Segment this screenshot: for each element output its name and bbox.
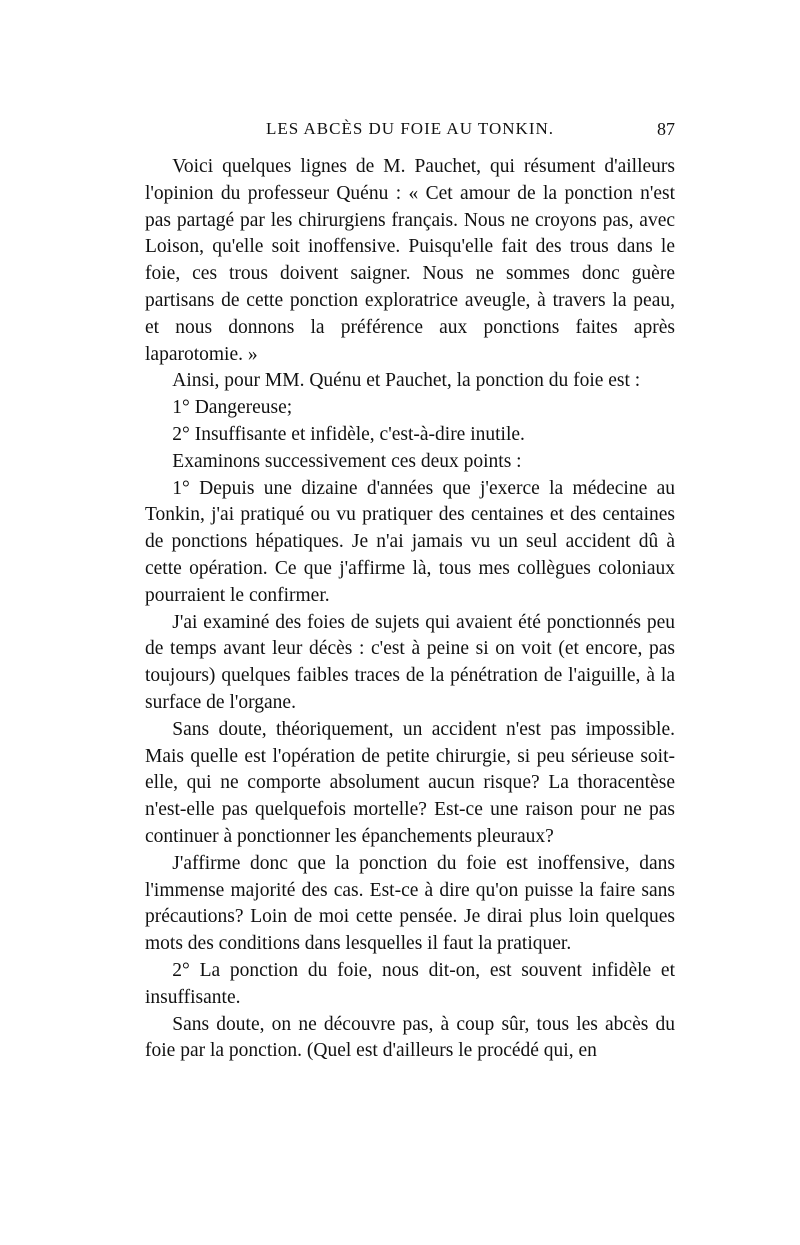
paragraph: Voici quelques lignes de M. Pauchet, qui résument d'ailleurs l'opinion du professeur Quénu : « Cet amour de la ponction n'est pas partagé par les chirurgiens français. Nous ne croyons pas, avec Loison, qu'elle soit inoffensive. Puisqu'elle fait des trous dans le foie, ces trous doivent saigner. Nous ne sommes donc guère partisans de cette ponction exploratrice aveugle, à travers la peau, et nous donnons la préférence aux ponctions faites après laparotomie. » — [145, 156, 675, 365]
page-number: 87 — [657, 119, 675, 139]
paragraph: Sans doute, on ne découvre pas, à coup sûr, tous les abcès du foie par la ponction. (Quel est d'ailleurs le procédé qui, en — [145, 1013, 675, 1062]
paragraph: J'affirme donc que la ponction du foie est inoffensive, dans l'immense majorité des cas. Est-ce à dire qu'on puisse la faire sans précautions? Loin de moi cette pensée. Je dirai plus loin quelques mots des conditions dans lesquelles il faut la pratiquer. — [145, 852, 675, 955]
paragraph: Sans doute, théoriquement, un accident n'est pas impossible. Mais quelle est l'opération de petite chirurgie, si peu sérieuse soit-elle, qui ne comporte absolument aucun risque? La thoracentèse n'est-elle pas quelquefois mortelle? Est-ce une raison pour ne pas continuer à ponctionner les épanchements pleuraux? — [145, 718, 675, 847]
body-text — [145, 154, 675, 1065]
list-item: 2° Insuffisante et infidèle, c'est-à-dire inutile. — [172, 423, 525, 445]
paragraph: 2° La ponction du foie, nous dit-on, est souvent infidèle et insuffisante. — [145, 959, 675, 1008]
paragraph: Ainsi, pour MM. Quénu et Pauchet, la ponction du foie est : — [172, 370, 641, 392]
running-title: LES ABCÈS DU FOIE AU TONKIN. — [265, 119, 555, 138]
running-head — [145, 114, 675, 144]
paragraph: J'ai examiné des foies de sujets qui avaient été ponctionnés peu de temps avant leur décès : c'est à peine si on voit (et encore, pas toujours) quelques faibles traces de la pénétration de l'aiguille, à la surface de l'organe. — [145, 611, 675, 713]
paragraph: Examinons successivement ces deux points : — [172, 450, 522, 472]
paragraph: 1° Depuis une dizaine d'années que j'exerce la médecine au Tonkin, j'ai pratiqué ou vu pratiquer des centaines et des centaines de ponctions hépatiques. Je n'ai jamais vu un seul accident dû à cette opération. Ce que j'affirme là, tous mes collègues coloniaux pourraient le confirmer. — [145, 477, 675, 606]
list-item: 1° Dangereuse; — [172, 397, 293, 419]
